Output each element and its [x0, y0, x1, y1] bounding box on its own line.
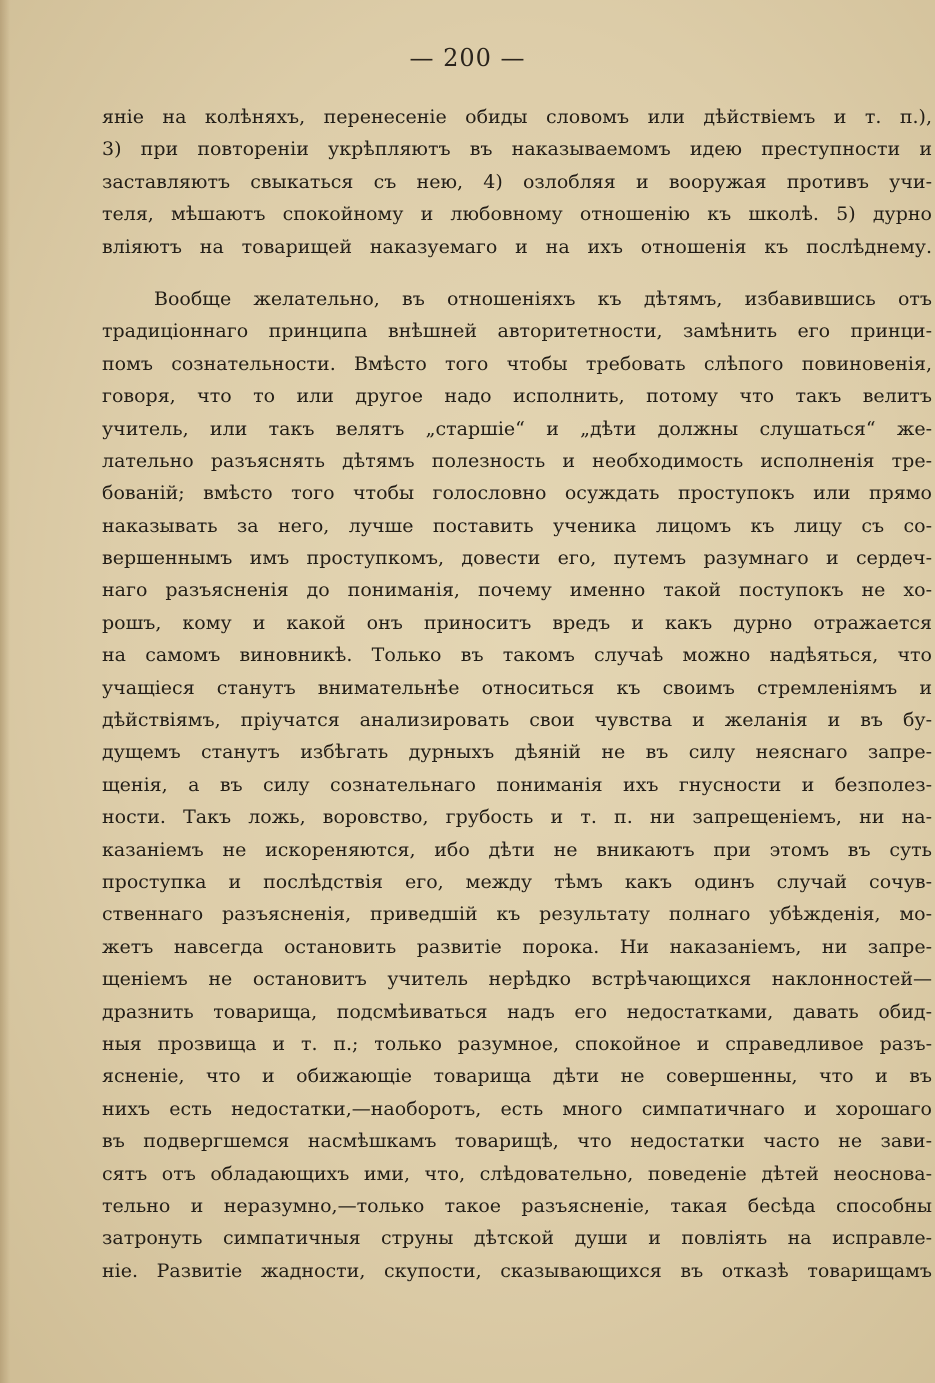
text-line: традиціоннаго принципа внѣшней авторитетности, замѣнить его принци- [102, 320, 932, 343]
text-line: ственнаго разъясненія, приведшій къ результату полнаго убѣжденія, мо- [102, 903, 932, 926]
text-line: наго разъясненія до пониманія, почему именно такой поступокъ не хо- [102, 579, 932, 602]
text-line: дразнить товарища, подсмѣиваться надъ его недостатками, давать обид- [102, 1000, 932, 1023]
text-line: говоря, что то или другое надо исполнить, потому что такъ велитъ [102, 385, 932, 408]
text-line: ніе. Развитіе жадности, скупости, сказывающихся въ отказѣ товарищамъ [102, 1259, 932, 1282]
text-block [102, 101, 932, 1287]
page-number: — 200 — [409, 44, 526, 72]
text-line: теля, мѣшаютъ спокойному и любовному отношенію къ школѣ. 5) дурно [102, 203, 932, 226]
text-line: въ подвергшемся насмѣшкамъ товарищѣ, что недостатки часто не зави- [102, 1130, 932, 1153]
text-line: бованій; вмѣсто того чтобы голословно осуждать проступокъ или прямо [102, 482, 932, 505]
text-line: ныя прозвища и т. п.; только разумное, спокойное и справедливое разъ- [102, 1032, 932, 1055]
text-line: дущемъ станутъ избѣгать дурныхъ дѣяній не въ силу неяснаго запре- [102, 741, 932, 764]
text-line: помъ сознательности. Вмѣсто того чтобы требовать слѣпого повиновенія, [102, 352, 932, 375]
text-line: Вообще желательно, въ отношеніяхъ къ дѣтямъ, избавившись отъ [154, 287, 932, 310]
text-line: яніе на колѣняхъ, перенесеніе обиды словомъ или дѣйствіемъ и т. п.), [102, 106, 932, 128]
page-left-edge-shadow [0, 0, 10, 1383]
text-line: тельно и неразумно,—только такое разъясненіе, такая бесѣда способны [102, 1194, 932, 1217]
text-line: нихъ есть недостатки,—наоборотъ, есть много симпатичнаго и хорошаго [102, 1097, 932, 1120]
text-line: ясненіе, что и обижающіе товарища дѣти не совершенны, что и въ [102, 1065, 932, 1088]
text-line: учащіеся станутъ внимательнѣе относиться къ своимъ стремленіямъ и [102, 676, 932, 699]
text-line: жетъ навсегда остановить развитіе порока. Ни наказаніемъ, ни запре- [102, 935, 932, 958]
text-line: дѣйствіямъ, пріучатся анализировать свои чувства и желанія и въ бу- [102, 709, 932, 732]
paragraph-gap [102, 263, 932, 283]
text-line: наказывать за него, лучше поставить ученика лицомъ къ лицу съ со- [102, 514, 932, 537]
text-line: заставляютъ свыкаться съ нею, 4) озлобляя и вооружая противъ учи- [102, 170, 932, 193]
text-line: щеніемъ не остановитъ учитель нерѣдко встрѣчающихся наклонностей— [102, 968, 932, 991]
text-line: ности. Такъ ложь, воровство, грубость и т. п. ни запрещеніемъ, ни на- [102, 806, 932, 829]
text-line: лательно разъяснять дѣтямъ полезность и необходимость исполненія тре- [102, 449, 932, 472]
text-line: вершеннымъ имъ проступкомъ, довести его, путемъ разумнаго и сердеч- [102, 547, 932, 570]
text-line: вліяютъ на товарищей наказуемаго и на ихъ отношенія къ послѣднему. [102, 235, 932, 258]
text-line: щенія, а въ силу сознательнаго пониманія ихъ гнусности и безполез- [102, 773, 932, 796]
text-line: учитель, или такъ велятъ „старшіе“ и „дѣти должны слушаться“ же- [102, 417, 932, 440]
text-line: на самомъ виновникѣ. Только въ такомъ случаѣ можно надѣяться, что [102, 644, 932, 667]
paragraph-1 [102, 101, 932, 263]
text-line: 3) при повтореніи укрѣпляютъ въ наказываемомъ идею преступности и [102, 138, 932, 161]
text-line: рошъ, кому и какой онъ приноситъ вредъ и какъ дурно отражается [102, 611, 932, 634]
text-line: затронуть симпатичныя струны дѣтской души и повліять на исправле- [102, 1227, 932, 1250]
text-line: проступка и послѣдствія его, между тѣмъ какъ одинъ случай сочув- [102, 870, 932, 893]
text-line: сятъ отъ обладающихъ ими, что, слѣдовательно, поведеніе дѣтей неоснова- [102, 1162, 932, 1185]
paragraph-2 [102, 283, 932, 1287]
text-line: казаніемъ не искореняются, ибо дѣти не вникаютъ при этомъ въ суть [102, 838, 932, 861]
